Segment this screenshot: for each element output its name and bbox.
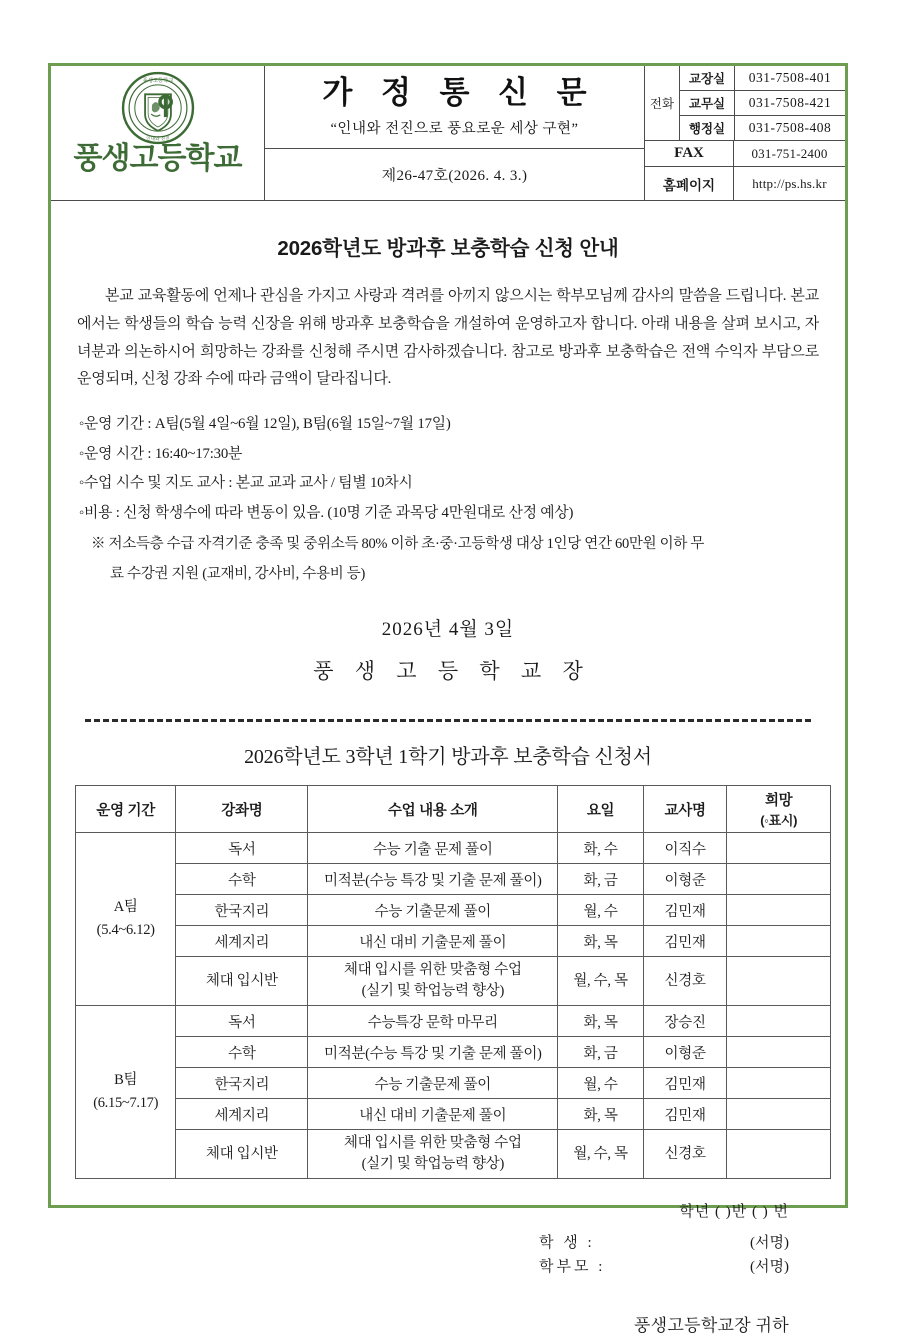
cell-teacher: 김민재 [643,1068,727,1099]
cell-day: 월, 수 [558,1068,644,1099]
cell-teacher: 김민재 [643,895,727,926]
cell-description-line1: 체대 입시를 위한 맞춤형 수업 [343,962,522,978]
cell-wish-checkbox[interactable] [727,1130,831,1179]
cell-wish-checkbox[interactable] [727,926,831,957]
cell-course: 독서 [176,1006,308,1037]
masthead [51,66,845,201]
cell-teacher: 김민재 [643,926,727,957]
th-description: 수업 내용 소개 [308,786,558,833]
th-period: 운영 기간 [76,786,176,833]
masthead-title-upper [265,66,644,149]
period-name-a: A팀 [113,898,138,915]
cell-description [308,957,558,1006]
parent-signature-field[interactable]: (서명) [750,1258,789,1275]
parent-signature-row [539,1256,789,1279]
bullet-hours-and-teachers: ◦수업 시수 및 지도 교사 : 본교 교과 교사 / 팀별 10차시 [79,475,413,492]
cell-day: 화, 목 [558,926,644,957]
homepage-label: 홈페이지 [645,167,734,200]
cell-teacher: 신경호 [643,1130,727,1179]
table-row [76,1006,831,1037]
phone-rows [680,66,845,140]
signer-principal: 풍 생 고 등 학 교 장 [313,659,591,683]
cell-day: 화, 금 [558,1037,644,1068]
cell-description-line2: (실기 및 학업능력 향상) [361,1156,504,1173]
cell-description-line2: (실기 및 학업능력 향상) [361,983,504,1000]
masthead-issue-row [265,149,644,200]
cell-course: 수학 [176,1037,308,1068]
cell-description [308,1130,558,1179]
fax-value: 031-751-2400 [751,145,828,161]
phone-value-admin: 031-7508-408 [748,120,832,135]
table-row [76,1130,831,1179]
phone-label-admin: 행정실 [680,116,735,140]
student-signature-field[interactable]: (서명) [750,1235,789,1252]
table-row [76,1099,831,1130]
cell-wish-checkbox[interactable] [727,864,831,895]
cell-wish-checkbox[interactable] [727,1006,831,1037]
cell-course: 세계지리 [176,1099,308,1130]
th-teacher: 교사명 [643,786,727,833]
signature-area [75,1201,821,1279]
student-label: 학 생 : [539,1235,595,1252]
contact-table [645,66,845,200]
addressee-line: 풍생고등학교장 귀하 [633,1315,789,1335]
phone-label-principal: 교장실 [680,66,735,90]
page-title: 2026학년도 방과후 보충학습 신청 안내 [277,237,619,260]
student-signature-row [539,1232,789,1255]
cell-description: 내신 대비 기출문제 풀이 [308,1099,558,1130]
phone-row-principal [680,66,845,90]
fax-label: FAX [645,141,734,166]
issue-number: 제26-47호(2026. 4. 3.) [381,168,528,184]
th-day: 요일 [558,786,644,833]
cell-day: 월, 수 [558,895,644,926]
cell-course: 한국지리 [176,895,308,926]
application-form-title: 2026학년도 3학년 1학기 방과후 보충학습 신청서 [244,746,652,768]
cell-day: 화, 목 [558,1099,644,1130]
th-course: 강좌명 [176,786,308,833]
grade-class-number-field[interactable]: 학년 ( )반 ( ) 번 [679,1204,789,1221]
period-name-b: B팀 [114,1071,138,1088]
th-wish-sub: (◦표시) [760,813,798,828]
cell-teacher: 장승진 [643,1006,727,1037]
cell-period-b [76,1006,176,1179]
cell-day: 월, 수, 목 [558,957,644,1006]
phone-value-principal: 031-7508-401 [748,70,832,85]
cell-teacher: 김민재 [643,1099,727,1130]
cell-day: 화, 금 [558,864,644,895]
table-row [76,895,831,926]
table-row [76,1068,831,1099]
cell-description: 수능 기출 문제 풀이 [308,833,558,864]
cell-teacher: 이형준 [643,1037,727,1068]
svg-text:풍생고등학교: 풍생고등학교 [142,78,173,85]
phone-row-admin [680,115,845,140]
cell-wish-checkbox[interactable] [727,1068,831,1099]
issue-date: 2026년 4월 3일 [381,619,515,640]
svg-text:인내와 전진: 인내와 전진 [145,136,170,142]
phone-label: 전화 [645,66,680,140]
cell-course: 수학 [176,864,308,895]
homepage-value[interactable]: http://ps.hs.kr [752,175,827,191]
cell-teacher: 신경호 [643,957,727,1006]
document-page-frame [48,63,848,1335]
parent-label: 학부모 : [539,1258,606,1275]
table-row [76,957,831,1006]
newsletter-title: 가 정 통 신 문 [322,74,597,110]
cut-here-divider [85,719,811,722]
masthead-logo-cell [51,66,265,200]
cell-description: 수능특강 문학 마무리 [308,1006,558,1037]
fax-row [645,141,845,166]
table-row [76,833,831,864]
cell-description: 미적분(수능 특강 및 기출 문제 풀이) [308,1037,558,1068]
cell-wish-checkbox[interactable] [727,1037,831,1068]
period-range-b: (6.15~7.17) [93,1095,159,1112]
school-name-wordmark: 풍생고등학교 [73,142,242,175]
cell-wish-checkbox[interactable] [727,833,831,864]
phone-label-faculty: 교무실 [680,91,735,115]
cell-course: 체대 입시반 [176,957,308,1006]
cell-description: 수능 기출문제 풀이 [308,895,558,926]
period-range-a: (5.4~6.12) [96,922,155,939]
cell-course: 한국지리 [176,1068,308,1099]
th-wish-main: 희망 [764,793,793,809]
cell-description: 미적분(수능 특강 및 기출 문제 풀이) [308,864,558,895]
cell-description: 수능 기출문제 풀이 [308,1068,558,1099]
intro-paragraph: 본교 교육활동에 언제나 관심을 가지고 사랑과 격려를 아끼지 않으시는 학부모님께 감사의 말씀을 드립니다. 본교에서는 학생들의 학습 능력 신장을 위해 방과후 보충학습을 개설하여 운영하고자 합니다. 아래 내용을 살펴 보시고, 자녀분과 의논하시어 희망하는 강좌를 신청해 주시면 감사하겠습니다. 참고로 방과후 보충학습은 전액 수익자 부담으로 운영되며, 신청 강좌 수에 따라 금액이 달라집니다. [77,288,819,388]
cell-description: 내신 대비 기출문제 풀이 [308,926,558,957]
phone-value-faculty: 031-7508-421 [748,95,832,110]
cell-period-a [76,833,176,1006]
cell-course: 세계지리 [176,926,308,957]
cell-day: 화, 목 [558,1006,644,1037]
phone-block [645,66,845,141]
table-header-row [76,786,831,833]
note-subsidy-line2: 료 수강권 지원 (교재비, 강사비, 수용비 등) [110,566,365,583]
cell-teacher: 이형준 [643,864,727,895]
document-body [51,201,845,1336]
bullet-operation-time: ◦운영 시간 : 16:40~17:30분 [79,445,243,462]
bullet-operation-period: ◦운영 기간 : A팀(5월 4일~6월 12일), B팀(6월 15일~7월 17일) [79,416,451,432]
application-table [75,785,831,1179]
note-subsidy-line1: ※ 저소득층 수급 자격기준 충족 및 중위소득 80% 이하 초·중·고등학생 대상 1인당 연간 60만원 이하 무 [91,536,705,553]
table-row [76,864,831,895]
cell-wish-checkbox[interactable] [727,895,831,926]
homepage-row [645,166,845,200]
cell-wish-checkbox[interactable] [727,1099,831,1130]
cell-day: 월, 수, 목 [558,1130,644,1179]
cell-course: 독서 [176,833,308,864]
th-wish [727,786,831,833]
masthead-title-cell [265,66,645,200]
table-row [76,1037,831,1068]
bullet-list [79,410,821,588]
cell-day: 화, 수 [558,833,644,864]
signature-rows [75,1232,821,1279]
cell-wish-checkbox[interactable] [727,957,831,1006]
table-row [76,926,831,957]
cell-course: 체대 입시반 [176,1130,308,1179]
school-crest-icon [120,70,196,146]
phone-row-faculty [680,90,845,115]
cell-teacher: 이직수 [643,833,727,864]
cell-description-line1: 체대 입시를 위한 맞춤형 수업 [343,1135,522,1152]
bullet-cost: ◦비용 : 신청 학생수에 따라 변동이 있음. (10명 기준 과목당 4만원대로 산정 예상) [79,504,574,521]
school-slogan: “인내와 전진으로 풍요로운 세상 구현” [330,121,579,138]
